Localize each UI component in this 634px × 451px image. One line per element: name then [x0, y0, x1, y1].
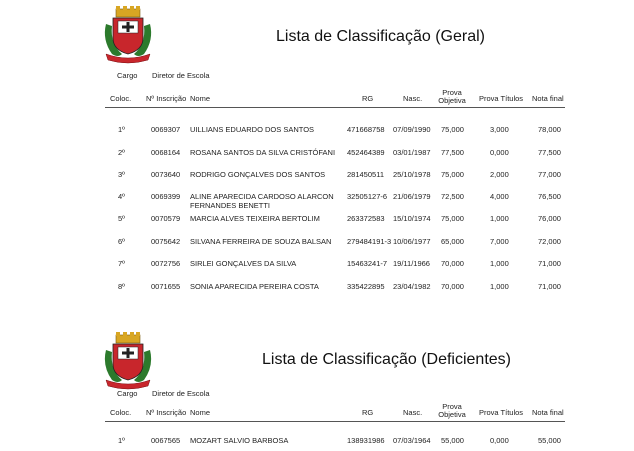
cell-prova-titulos: 0,000 [490, 436, 509, 445]
table-row [0, 126, 634, 140]
cell-inscricao: 0072756 [151, 259, 181, 268]
cell-nome: RODRIGO GONÇALVES DOS SANTOS [190, 170, 326, 179]
cell-inscricao: 0068164 [151, 148, 181, 157]
cell-nota-final: 71,000 [538, 282, 561, 291]
cell-coloc: 6º [118, 237, 125, 246]
cell-rg: 281450511 [347, 170, 384, 179]
table-row [0, 238, 634, 252]
cell-nota-final: 76,000 [538, 214, 561, 223]
header-inscricao: Nº Inscrição [146, 408, 187, 417]
cargo-value: Diretor de Escola [152, 389, 210, 398]
cargo-value: Diretor de Escola [152, 71, 210, 80]
cell-rg: 138931986 [347, 436, 385, 445]
cell-nasc: 07/03/1964 [393, 436, 431, 445]
cell-rg: 32505127-6 [347, 192, 388, 201]
cell-prova-objetiva: 55,000 [441, 436, 464, 445]
cell-nasc: 15/10/1974 [393, 214, 431, 223]
cell-inscricao: 0067565 [151, 436, 181, 445]
header-prova-titulos: Prova Títulos [479, 408, 524, 417]
header-rg: RG [362, 94, 374, 103]
header-nota-final: Nota final [532, 94, 564, 103]
cell-nasc: 21/06/1979 [393, 192, 431, 201]
cell-nasc: 25/10/1978 [393, 170, 431, 179]
header-nome: Nome [190, 408, 211, 417]
cell-prova-titulos: 1,000 [490, 282, 509, 291]
cell-prova-titulos: 1,000 [490, 259, 509, 268]
cell-nota-final: 72,000 [538, 237, 561, 246]
section-title: Lista de Classificação (Deficientes) [262, 351, 511, 368]
cargo-label: Cargo [117, 71, 138, 80]
header-rg: RG [362, 408, 374, 417]
cell-prova-titulos: 0,000 [490, 148, 509, 157]
cell-prova-objetiva: 70,000 [441, 259, 464, 268]
page-title: Lista de Classificação (Geral) [276, 28, 485, 45]
cell-prova-objetiva: 77,500 [441, 148, 464, 157]
header-nasc: Nasc. [403, 408, 423, 417]
header-divider [105, 421, 565, 422]
cell-coloc: 7º [118, 259, 125, 268]
table-row [0, 437, 634, 451]
cell-prova-titulos: 4,000 [490, 192, 509, 201]
cell-nome: SONIA APARECIDA PEREIRA COSTA [190, 282, 319, 291]
table-row [0, 215, 634, 229]
cell-nome: MOZART SALVIO BARBOSA [190, 436, 289, 445]
header-prova-titulos: Prova Títulos [479, 94, 524, 103]
header-prova-objetiva [434, 403, 470, 419]
header-nome: Nome [190, 94, 211, 103]
cell-rg: 471668758 [347, 125, 385, 134]
cargo-label: Cargo [117, 389, 138, 398]
cell-nasc: 03/01/1987 [393, 148, 431, 157]
cell-prova-titulos: 2,000 [490, 170, 509, 179]
cell-nome: SILVANA FERREIRA DE SOUZA BALSAN [190, 237, 332, 246]
header-coloc: Coloc. [110, 94, 132, 103]
cell-nota-final: 55,000 [538, 436, 561, 445]
header-prova-objetiva-line1: Prova [442, 402, 462, 411]
cell-rg: 335422895 [347, 282, 385, 291]
cell-nota-final: 76,500 [538, 192, 561, 201]
cell-prova-titulos: 1,000 [490, 214, 509, 223]
cell-rg: 15463241-7 [347, 259, 388, 268]
cell-nota-final: 78,000 [538, 125, 561, 134]
cell-nome: UILLIANS EDUARDO DOS SANTOS [190, 125, 315, 134]
cell-nome: MARCIA ALVES TEIXEIRA BERTOLIM [190, 214, 320, 223]
cell-inscricao: 0070579 [151, 214, 181, 223]
cell-prova-objetiva: 75,000 [441, 214, 464, 223]
header-nota-final: Nota final [532, 408, 564, 417]
table-row [0, 260, 634, 274]
municipal-crest-icon [100, 330, 156, 390]
cell-rg: 279484191-3 [347, 237, 392, 246]
table-row [0, 171, 634, 185]
cell-nota-final: 77,000 [538, 170, 561, 179]
cell-prova-objetiva: 72,500 [441, 192, 464, 201]
cell-coloc: 2º [118, 148, 125, 157]
cell-inscricao: 0073640 [151, 170, 181, 179]
cell-nasc: 23/04/1982 [393, 282, 431, 291]
cell-nasc: 07/09/1990 [393, 125, 431, 134]
cell-prova-titulos: 7,000 [490, 237, 509, 246]
cell-prova-objetiva: 70,000 [441, 282, 464, 291]
cell-prova-objetiva: 65,000 [441, 237, 464, 246]
cell-nome-continued: FERNANDES BENETTI [190, 201, 271, 210]
cell-coloc: 8º [118, 282, 125, 291]
header-nasc: Nasc. [403, 94, 423, 103]
cell-rg: 452464389 [347, 148, 385, 157]
cell-prova-objetiva: 75,000 [441, 125, 464, 134]
cell-nota-final: 77,500 [538, 148, 561, 157]
header-prova-objetiva-line2: Objetiva [438, 410, 466, 419]
header-coloc: Coloc. [110, 408, 132, 417]
header-divider [105, 107, 565, 108]
cell-rg: 263372583 [347, 214, 385, 223]
cell-inscricao: 0069399 [151, 192, 181, 201]
header-prova-objetiva-line1: Prova [442, 88, 462, 97]
cell-nome: ROSANA SANTOS DA SILVA CRISTÓFANI [190, 148, 336, 157]
cell-inscricao: 0069307 [151, 125, 181, 134]
table-row [0, 283, 634, 297]
cell-prova-titulos: 3,000 [490, 125, 509, 134]
municipal-crest-icon [100, 4, 156, 64]
cell-inscricao: 0071655 [151, 282, 181, 291]
cell-coloc: 1º [118, 436, 125, 445]
header-prova-objetiva-line2: Objetiva [438, 96, 466, 105]
header-inscricao: Nº Inscrição [146, 94, 187, 103]
header-prova-objetiva [434, 89, 470, 105]
cell-nome: ALINE APARECIDA CARDOSO ALARCON [190, 192, 334, 201]
cell-prova-objetiva: 75,000 [441, 170, 464, 179]
table-row [0, 149, 634, 163]
cell-coloc: 3º [118, 170, 125, 179]
cell-nasc: 19/11/1966 [393, 259, 430, 268]
cell-nasc: 10/06/1977 [393, 237, 431, 246]
cell-inscricao: 0075642 [151, 237, 181, 246]
cell-nota-final: 71,000 [538, 259, 561, 268]
cell-coloc: 4º [118, 192, 125, 201]
table-row [0, 192, 634, 210]
cell-coloc: 1º [118, 125, 125, 134]
cell-nome: SIRLEI GONÇALVES DA SILVA [190, 259, 297, 268]
cell-coloc: 5º [118, 214, 125, 223]
